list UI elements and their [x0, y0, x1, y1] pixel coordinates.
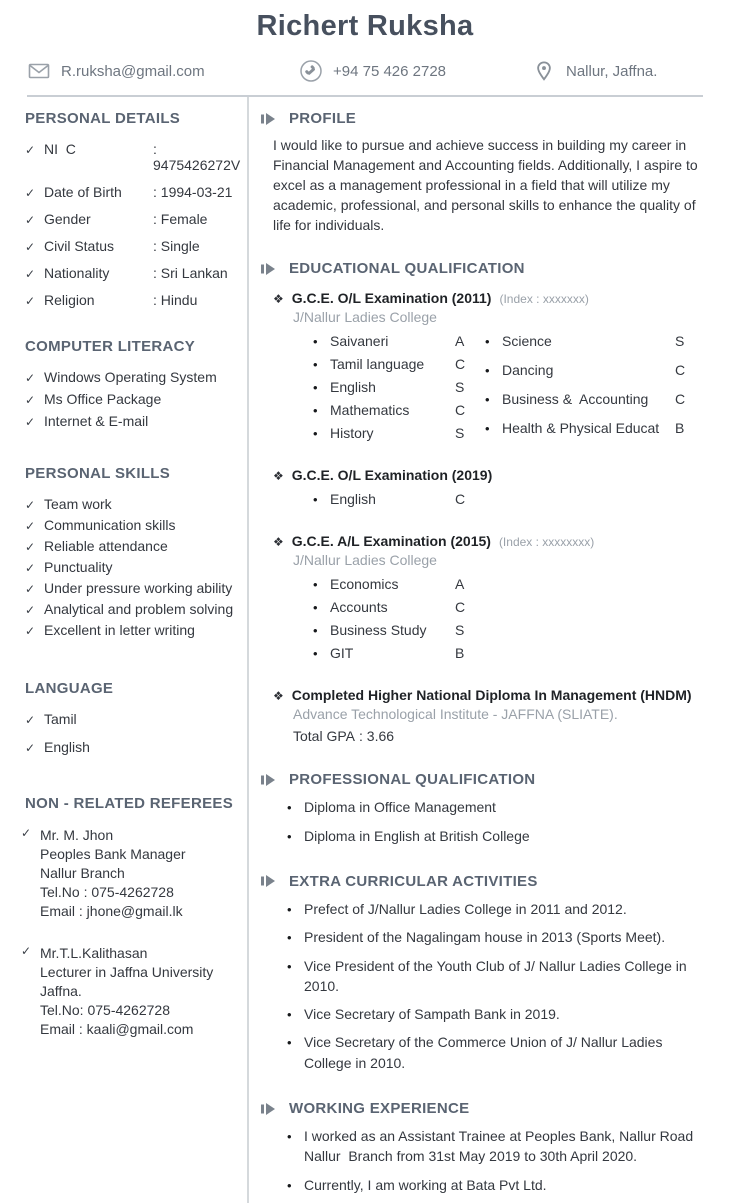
detail-value: : Single: [153, 238, 200, 254]
subject-column: [313, 576, 485, 661]
detail-label: Religion: [44, 292, 95, 308]
section-title-extra: EXTRA CURRICULAR ACTIVITIES: [289, 872, 538, 890]
bullet-icon: •: [287, 828, 292, 844]
check-icon: ✓: [25, 713, 36, 727]
check-icon: ✓: [21, 826, 32, 840]
section-referees: [21, 795, 237, 1039]
subject-column: [313, 491, 485, 507]
detail-row: [25, 238, 237, 254]
list-item: [287, 797, 713, 817]
bullet-icon: •: [313, 380, 318, 396]
subject-name: History: [330, 425, 374, 442]
detail-value: : Sri Lankan: [153, 265, 228, 281]
subject-grade: C: [455, 402, 466, 419]
subject-name: Health & Physical Educat: [502, 419, 660, 436]
diamond-icon: ❖: [273, 689, 284, 704]
diamond-icon: ❖: [273, 469, 284, 484]
exam-school: Advance Technological Institute - JAFFNA (SLIATE).: [293, 706, 618, 723]
list-item-label: I worked as an Assistant Trainee at Peoples Bank, Nallur Road Nallur Branch from 31st May 2019 to 30th April 2020.: [304, 1128, 697, 1165]
check-icon: ✓: [25, 561, 36, 575]
bullet-icon: •: [485, 334, 490, 350]
bullet-icon: •: [287, 1129, 292, 1145]
section-professional-qualification: [261, 771, 713, 846]
body-columns: [3, 97, 727, 1203]
subject-grade: S: [675, 333, 685, 350]
bullet-icon: •: [313, 623, 318, 639]
section-extra-curricular: [261, 873, 713, 1073]
contact-email: [27, 59, 299, 83]
section-personal-skills: [25, 465, 237, 638]
list-item-label: Analytical and problem solving: [44, 601, 234, 617]
detail-row: [25, 211, 237, 227]
subject-grade: C: [455, 599, 466, 616]
location-icon: [532, 59, 556, 83]
section-title-computer-literacy: COMPUTER LITERACY: [25, 338, 196, 355]
detail-label: Civil Status: [44, 238, 115, 254]
check-icon: ✓: [25, 143, 36, 157]
list-item-label: Diploma in Office Management: [304, 799, 496, 816]
page-title: Richert Ruksha: [256, 10, 474, 42]
list-item-label: Vice President of the Youth Club of J/ Nallur Ladies College in 2010.: [304, 957, 691, 994]
subject-name: Business & Accounting: [502, 390, 649, 407]
list-item: [25, 538, 237, 554]
contact-location: [532, 59, 703, 83]
exam-index-note: (Index : xxxxxxx): [499, 292, 589, 307]
section-title-personal-skills: PERSONAL SKILLS: [25, 465, 171, 482]
exam-title: G.C.E. A/L Examination (2015): [291, 533, 491, 550]
referee-line: Tel.No: 075-4262728: [40, 1002, 170, 1018]
list-item: [25, 622, 237, 638]
professional-heading-row: [261, 771, 713, 788]
section-arrow-icon: [261, 113, 276, 125]
section-title-profile: PROFILE: [289, 110, 357, 127]
gpa-row: [293, 728, 713, 744]
subject-name: GIT: [330, 645, 354, 662]
contact-row: [27, 43, 703, 97]
list-item-label: Excellent in letter writing: [44, 622, 195, 638]
list-item-label: President of the Nagalingam house in 2013 (Sports Meet).: [304, 929, 666, 946]
list-item: [25, 391, 237, 407]
subject-grade: A: [455, 333, 465, 350]
subject-columns: [313, 491, 713, 507]
subject-grade: C: [675, 390, 686, 407]
detail-label: Date of Birth: [44, 184, 122, 200]
exam-index-note: (Index : xxxxxxxx): [498, 535, 595, 550]
section-arrow-icon: [261, 774, 276, 786]
bullet-icon: •: [485, 363, 490, 379]
detail-row: [25, 141, 241, 173]
profile-heading-row: [261, 110, 713, 127]
exam-title: G.C.E. O/L Examination (2019): [291, 467, 493, 484]
exam-heading: [273, 467, 713, 483]
list-item-label: Punctuality: [44, 559, 113, 575]
left-column: [3, 97, 249, 1203]
subject-name: English: [330, 491, 376, 508]
section-working-experience: [261, 1100, 713, 1195]
section-title-work: WORKING EXPERIENCE: [289, 1100, 470, 1118]
list-item: [287, 1004, 713, 1024]
subject-name: Science: [502, 333, 552, 350]
section-title-language: LANGUAGE: [25, 680, 114, 697]
referee-line: Nallur Branch: [40, 865, 125, 881]
list-item: [287, 899, 713, 919]
subject-grade: C: [455, 491, 466, 508]
section-computer-literacy: [25, 338, 237, 429]
education-heading-row: [261, 260, 713, 277]
detail-label: Gender: [44, 211, 91, 227]
header: [3, 0, 727, 97]
list-item: [287, 826, 713, 846]
detail-value: : 1994-03-21: [153, 184, 233, 200]
exam-title: Completed Higher National Diploma In Management (HNDM): [291, 687, 692, 704]
list-item-label: Communication skills: [44, 517, 176, 533]
professional-list: [287, 797, 713, 846]
list-item: [25, 580, 237, 596]
bullet-icon: •: [287, 1177, 292, 1193]
personal-skills-list: [25, 496, 237, 638]
subject-grade: A: [455, 576, 465, 593]
subject-grade: S: [455, 379, 465, 396]
section-arrow-icon: [261, 875, 276, 887]
exam-title: G.C.E. O/L Examination (2011): [291, 290, 492, 307]
subject-name: Business Study: [330, 622, 427, 639]
gpa-value: : 3.66: [359, 728, 395, 745]
bullet-icon: •: [313, 357, 318, 373]
subject-grade: S: [455, 425, 465, 442]
exam-block: [273, 533, 713, 661]
list-item: [287, 927, 713, 947]
bullet-icon: •: [287, 800, 292, 816]
check-icon: ✓: [25, 267, 36, 281]
list-item: [287, 1126, 713, 1167]
check-icon: ✓: [25, 415, 36, 429]
section-title-education: EDUCATIONAL QUALIFICATION: [289, 260, 525, 278]
subject-name: English: [330, 379, 376, 396]
diamond-icon: ❖: [273, 535, 284, 550]
list-item-label: Tamil: [44, 711, 77, 727]
bullet-icon: •: [287, 901, 292, 917]
list-item: [287, 956, 713, 997]
referee-entry: [21, 944, 237, 1039]
contact-location-text: Nallur, Jaffna.: [566, 62, 658, 80]
check-icon: ✓: [25, 498, 36, 512]
computer-literacy-list: [25, 369, 237, 429]
referee-line: Mr.T.L.Kalithasan: [40, 945, 148, 961]
list-item: [25, 559, 237, 575]
exam-heading: [273, 290, 713, 306]
check-icon: ✓: [25, 240, 36, 254]
bullet-icon: •: [485, 391, 490, 407]
profile-text: I would like to pursue and achieve success in building my career in Financial Management and Accounting fields. Additionally, I aspire to excel as a management professional in a field that will utilize my academic, professional, and personal skills to enhance the quality of life for individuals.: [273, 137, 702, 233]
subject-column: [313, 333, 485, 441]
list-item-label: Vice Secretary of Sampath Bank in 2019.: [304, 1006, 560, 1023]
check-icon: ✓: [25, 603, 36, 617]
diamond-icon: ❖: [273, 292, 284, 307]
referee-line: Email : kaali@gmail.com: [40, 1021, 194, 1037]
check-icon: ✓: [25, 213, 36, 227]
subject-name: Mathematics: [330, 402, 410, 419]
detail-value: : Hindu: [153, 292, 198, 308]
subject-name: Accounts: [330, 599, 388, 616]
check-icon: ✓: [25, 371, 36, 385]
list-item-label: Reliable attendance: [44, 538, 168, 554]
gpa-label: Total GPA: [293, 728, 355, 745]
list-item: [25, 413, 237, 429]
check-icon: ✓: [25, 294, 36, 308]
list-item: [25, 496, 237, 512]
subject-name: Dancing: [502, 362, 554, 379]
section-title-professional: PROFESSIONAL QUALIFICATION: [289, 771, 536, 789]
bullet-icon: •: [313, 577, 318, 593]
list-item-label: Windows Operating System: [44, 369, 217, 385]
detail-label: NI C: [44, 141, 76, 157]
list-item: [287, 1175, 713, 1195]
section-arrow-icon: [261, 263, 276, 275]
section-title-personal-details: PERSONAL DETAILS: [25, 110, 181, 127]
detail-value: : 9475426272V: [153, 141, 241, 173]
list-item-label: English: [44, 739, 90, 755]
list-item: [25, 739, 237, 755]
extra-heading-row: [261, 873, 713, 890]
exam-school: J/Nallur Ladies College: [293, 309, 437, 326]
detail-row: [25, 292, 237, 308]
exam-block: [273, 467, 713, 507]
detail-value: : Female: [153, 211, 208, 227]
detail-label: Nationality: [44, 265, 110, 281]
check-icon: ✓: [25, 393, 36, 407]
section-education: [261, 260, 713, 744]
contact-phone: [299, 59, 532, 83]
right-column: [249, 97, 730, 1203]
subject-grade: C: [675, 362, 686, 379]
list-item: [25, 601, 237, 617]
section-arrow-icon: [261, 1103, 276, 1115]
check-icon: ✓: [25, 519, 36, 533]
contact-email-text: R.ruksha@gmail.com: [61, 62, 205, 80]
subject-columns: [313, 576, 713, 661]
check-icon: ✓: [25, 540, 36, 554]
check-icon: ✓: [25, 741, 36, 755]
referee-lines: [40, 826, 237, 921]
contact-phone-text: +94 75 426 2728: [333, 62, 447, 80]
list-item: [25, 517, 237, 533]
exams-container: [261, 290, 713, 744]
personal-details-list: [25, 141, 241, 308]
referee-lines: [40, 944, 237, 1039]
exam-heading: [273, 687, 713, 703]
subject-name: Saivaneri: [330, 333, 389, 350]
bullet-icon: •: [287, 1035, 292, 1051]
bullet-icon: •: [313, 334, 318, 350]
referee-line: Lecturer in Jaffna University: [40, 964, 214, 980]
referee-line: Tel.No : 075-4262728: [40, 884, 174, 900]
list-item-label: Ms Office Package: [44, 391, 162, 407]
section-language: [25, 680, 237, 755]
resume-page: [3, 0, 727, 1193]
check-icon: ✓: [25, 186, 36, 200]
bullet-icon: •: [485, 420, 490, 436]
referee-entry: [21, 826, 237, 921]
bullet-icon: •: [313, 646, 318, 662]
check-icon: ✓: [25, 624, 36, 638]
list-item: [25, 369, 237, 385]
subject-grade: S: [455, 622, 465, 639]
bullet-icon: •: [313, 426, 318, 442]
subject-column: [485, 333, 713, 441]
language-list: [25, 711, 237, 755]
check-icon: ✓: [25, 582, 36, 596]
check-icon: ✓: [21, 944, 32, 958]
referee-line: Jaffna.: [40, 983, 82, 999]
phone-icon: [299, 59, 323, 83]
list-item: [287, 1032, 713, 1073]
referee-line: Mr. M. Jhon: [40, 827, 114, 843]
subject-columns: [313, 333, 713, 441]
detail-row: [25, 184, 237, 200]
detail-row: [25, 265, 237, 281]
bullet-icon: •: [313, 600, 318, 616]
exam-block: [273, 687, 713, 744]
bullet-icon: •: [313, 403, 318, 419]
referee-line: Email : jhone@gmail.lk: [40, 903, 183, 919]
bullet-icon: •: [287, 958, 292, 974]
work-heading-row: [261, 1100, 713, 1117]
subject-grade: B: [455, 645, 465, 662]
list-item: [25, 711, 237, 727]
list-item-label: Diploma in English at British College: [304, 827, 530, 844]
subject-name: Economics: [330, 576, 399, 593]
bullet-icon: •: [313, 492, 318, 508]
section-title-referees: NON - RELATED REFEREES: [25, 795, 234, 812]
section-profile: [261, 110, 713, 235]
working-experience-list: [287, 1126, 713, 1195]
list-item-label: Vice Secretary of the Commerce Union of J/ Nallur Ladies College in 2010.: [304, 1034, 667, 1071]
list-item-label: Internet & E-mail: [44, 413, 149, 429]
extra-curricular-list: [287, 899, 713, 1073]
exam-heading: [273, 533, 713, 549]
bullet-icon: •: [287, 930, 292, 946]
exam-school: J/Nallur Ladies College: [293, 552, 437, 569]
subject-grade: B: [675, 419, 685, 436]
exam-block: [273, 290, 713, 441]
list-item-label: Prefect of J/Nallur Ladies College in 2011 and 2012.: [304, 900, 627, 917]
email-icon: [27, 59, 51, 83]
referees-list: [21, 826, 237, 1039]
subject-grade: C: [455, 356, 466, 373]
section-personal-details: [25, 110, 241, 308]
list-item-label: Currently, I am working at Bata Pvt Ltd.: [304, 1176, 547, 1193]
list-item-label: Under pressure working ability: [44, 580, 233, 596]
list-item-label: Team work: [44, 496, 112, 512]
referee-line: Peoples Bank Manager: [40, 846, 186, 862]
bullet-icon: •: [287, 1007, 292, 1023]
subject-name: Tamil language: [330, 356, 425, 373]
